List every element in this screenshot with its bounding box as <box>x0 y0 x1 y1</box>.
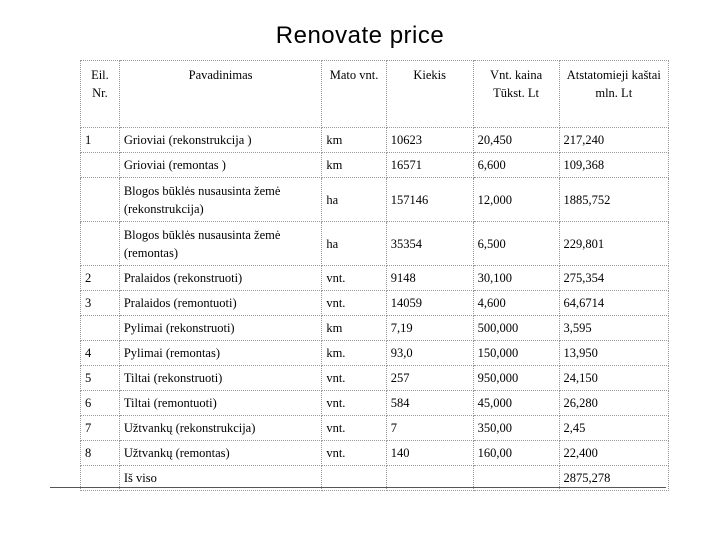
cell-name: Blogos būklės nusausinta žemė (rekonstrukcija) <box>119 178 321 222</box>
cell-cost: 109,368 <box>559 153 668 178</box>
header-nr: Eil. Nr. <box>81 61 120 128</box>
cell-unit-price: 6,500 <box>473 222 559 266</box>
cell-name: Pralaidos (rekonstruoti) <box>119 266 321 291</box>
cell-cost: 64,6714 <box>559 291 668 316</box>
cell-nr: 1 <box>81 128 120 153</box>
cell-unit: km. <box>322 341 386 366</box>
table-row <box>81 441 669 466</box>
cell-nr: 8 <box>81 441 120 466</box>
table-row <box>81 291 669 316</box>
cell-nr: 5 <box>81 366 120 391</box>
cell-unit-price: 950,000 <box>473 366 559 391</box>
cell-name: Blogos būklės nusausinta žemė (remontas) <box>119 222 321 266</box>
table-row <box>81 128 669 153</box>
cell-nr <box>81 178 120 222</box>
cell-name: Užtvankų (remontas) <box>119 441 321 466</box>
cell-nr: 2 <box>81 266 120 291</box>
cell-unit: vnt. <box>322 391 386 416</box>
cell-name: Tiltai (remontuoti) <box>119 391 321 416</box>
cell-unit-price: 160,00 <box>473 441 559 466</box>
renovate-price-table <box>80 60 669 491</box>
cell-unit: vnt. <box>322 366 386 391</box>
table-row <box>81 391 669 416</box>
cell-quantity: 7 <box>386 416 473 441</box>
table-row <box>81 153 669 178</box>
cell-unit-price: 4,600 <box>473 291 559 316</box>
cell-nr: 3 <box>81 291 120 316</box>
cell-name: Tiltai (rekonstruoti) <box>119 366 321 391</box>
cell-name: Užtvankų (rekonstrukcija) <box>119 416 321 441</box>
cell-unit-price: 500,000 <box>473 316 559 341</box>
table-row <box>81 416 669 441</box>
cell-quantity: 35354 <box>386 222 473 266</box>
cell-quantity: 140 <box>386 441 473 466</box>
cell-unit-price: 6,600 <box>473 153 559 178</box>
cell-nr: 6 <box>81 391 120 416</box>
cell-name: Grioviai (rekonstrukcija ) <box>119 128 321 153</box>
cell-nr: 7 <box>81 416 120 441</box>
cell-cost: 217,240 <box>559 128 668 153</box>
footer-divider <box>50 487 666 488</box>
slide-title: Renovate price <box>275 22 445 49</box>
cell-cost: 13,950 <box>559 341 668 366</box>
header-quantity: Kiekis <box>386 61 473 128</box>
header-unit-price: Vnt. kaina Tūkst. Lt <box>473 61 559 128</box>
cell-nr <box>81 153 120 178</box>
cell-cost: 3,595 <box>559 316 668 341</box>
cell-cost: 2875,278 <box>559 466 668 491</box>
table-row <box>81 341 669 366</box>
cell-quantity: 9148 <box>386 266 473 291</box>
cell-name: Pylimai (remontas) <box>119 341 321 366</box>
cell-quantity: 16571 <box>386 153 473 178</box>
cell-unit: vnt. <box>322 416 386 441</box>
header-name: Pavadinimas <box>119 61 321 128</box>
cell-unit: km <box>322 153 386 178</box>
header-cost: Atstatomieji kaštai mln. Lt <box>559 61 668 128</box>
cell-unit-price: 350,00 <box>473 416 559 441</box>
cell-quantity: 10623 <box>386 128 473 153</box>
cell-unit: km <box>322 128 386 153</box>
cell-nr: 4 <box>81 341 120 366</box>
cell-unit: ha <box>322 178 386 222</box>
cell-unit-price: 150,000 <box>473 341 559 366</box>
cell-name: Iš viso <box>119 466 321 491</box>
cell-quantity: 14059 <box>386 291 473 316</box>
cell-quantity: 93,0 <box>386 341 473 366</box>
cell-cost: 26,280 <box>559 391 668 416</box>
cell-unit: ha <box>322 222 386 266</box>
cell-unit-price: 20,450 <box>473 128 559 153</box>
cell-quantity: 584 <box>386 391 473 416</box>
cell-quantity: 7,19 <box>386 316 473 341</box>
cell-nr <box>81 222 120 266</box>
cell-unit-price: 30,100 <box>473 266 559 291</box>
cell-unit: vnt. <box>322 266 386 291</box>
cell-name: Pralaidos (remontuoti) <box>119 291 321 316</box>
cell-cost: 22,400 <box>559 441 668 466</box>
cell-quantity: 257 <box>386 366 473 391</box>
cell-cost: 2,45 <box>559 416 668 441</box>
table-row <box>81 178 669 222</box>
cell-name: Pylimai (rekonstruoti) <box>119 316 321 341</box>
table-row <box>81 266 669 291</box>
cell-unit-price: 12,000 <box>473 178 559 222</box>
cell-unit: vnt. <box>322 441 386 466</box>
table-header-row <box>81 61 669 128</box>
cell-nr <box>81 316 120 341</box>
table-row <box>81 222 669 266</box>
cell-cost: 229,801 <box>559 222 668 266</box>
cell-cost: 1885,752 <box>559 178 668 222</box>
cell-unit-price: 45,000 <box>473 391 559 416</box>
header-unit: Mato vnt. <box>322 61 386 128</box>
table-row <box>81 366 669 391</box>
cell-cost: 24,150 <box>559 366 668 391</box>
cell-cost: 275,354 <box>559 266 668 291</box>
table-row <box>81 316 669 341</box>
cell-quantity: 157146 <box>386 178 473 222</box>
cell-unit: vnt. <box>322 291 386 316</box>
cell-unit: km <box>322 316 386 341</box>
cell-name: Grioviai (remontas ) <box>119 153 321 178</box>
